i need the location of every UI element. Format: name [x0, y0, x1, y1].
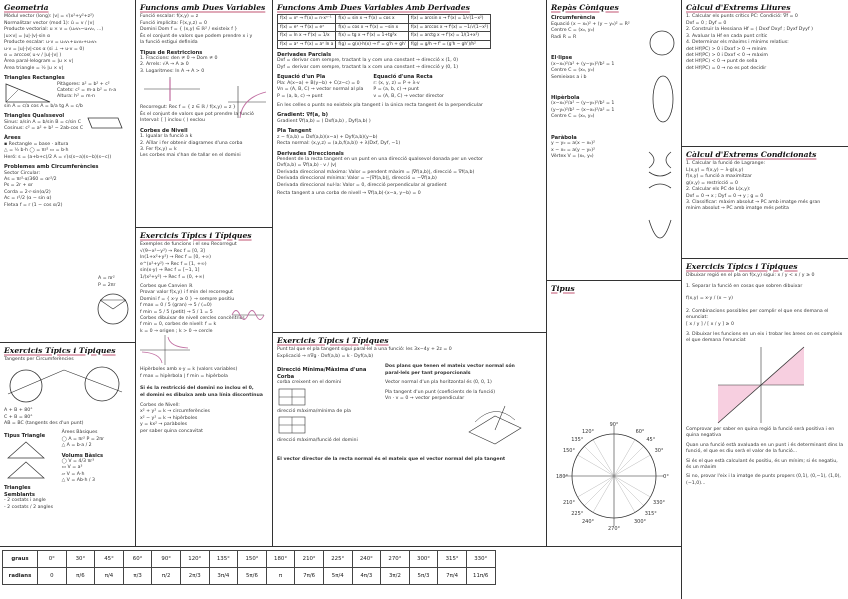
hyperbola-conic-diagram — [645, 150, 675, 190]
formula-line: Àrees Bàsiques — [61, 430, 98, 436]
formula-line: corba creixent en el domini — [277, 380, 342, 386]
formula-line: Vèrtex V = (x₀, y₀) — [551, 153, 594, 159]
radian-cell: 11π/6 — [466, 568, 495, 585]
derivatives-section — [273, 0, 546, 332]
formula-line: Equació (x − x₀)² + (y − y₀)² = R² — [551, 21, 630, 27]
two-variable-exercises-title: Exercicis Típics i Típiques — [140, 231, 252, 240]
radian-cell: 4π/3 — [352, 568, 381, 585]
derivative-cell: f(g) = g/h → f' = (g'h − gh')/h² — [408, 40, 490, 48]
angle-conversion-table — [2, 550, 496, 585]
basic-volumes-heading: Volums Bàsics — [61, 452, 104, 459]
degree-cell: 240° — [352, 551, 381, 568]
formula-line: Normalitzar vector (mod 1): û = v / |v| — [4, 20, 94, 26]
derivative-cell: f(x) = cos x → f'(x) = −sin x — [336, 23, 409, 31]
formula-line: Explicació → n∇g · Dxf(a,b) = k · Dyf(a,b) — [277, 353, 374, 359]
grid-sketch-2 — [277, 415, 307, 435]
formula-line: f(x,y) = funció a maximitzar — [686, 174, 752, 180]
radian-cell: π — [266, 568, 295, 585]
radian-cell: 3π/4 — [209, 568, 238, 585]
derivatives-table — [277, 14, 491, 48]
formula-line: Hipèrboles amb x·y = k (valors variables) — [140, 367, 238, 373]
unit-circle-label: 0° — [663, 474, 669, 480]
formula-line: sin A = c/a cos A = b/a tg A = c/b — [4, 103, 83, 109]
formula-line: Pla tangent d'un punt (coeficients de la funció) — [385, 389, 496, 395]
formula-line: Pla: A(x−a) + B(y−b) + C(z−c) = 0 — [277, 80, 360, 86]
unit-circle-ray — [578, 455, 614, 476]
conditional-extrema-title: Càlcul d'Extrems Condicionats — [686, 150, 817, 159]
degree-cell: 45° — [95, 551, 124, 568]
tangent-circles-diagram — [4, 364, 128, 406]
unit-circle-ray — [593, 476, 614, 512]
formula-line: det Hf(PC) = 0 → no es pot decidir — [686, 65, 767, 71]
formula-line: Domini f = { x·y ≥ 0 } → sempre positiu — [140, 296, 235, 302]
two-variable-functions-title: Funcions amb Dues Variables — [140, 3, 266, 12]
radian-cell: 5π/3 — [409, 568, 438, 585]
formula-line: Funció escalar: f(x,y) = z — [140, 14, 199, 20]
derivatives-exercises-title: Exercicis Típics i Típiques — [277, 336, 389, 345]
unit-circle-label: 120° — [581, 428, 595, 435]
radian-cell: π/2 — [152, 568, 181, 585]
formula-line: Centre C = (x₀, y₀) — [551, 114, 595, 120]
partial-derivatives-heading: Derivades Parcials — [277, 51, 332, 58]
unit-circle-ray — [614, 455, 650, 476]
formula-line: ▭ V = a³ — [61, 465, 83, 471]
unit-circle-ray — [584, 446, 614, 476]
formula-line: Interval: [ ] inclou ( ) exclou — [140, 118, 205, 124]
parabola-conic-diagram — [645, 216, 675, 246]
formula-line: r: (x, y, z) = P + λ·v — [373, 80, 420, 86]
unit-circle-ray — [614, 446, 644, 476]
formula-line: Gradient ∇f(a,b) = ( Dxf(a,b) , Dyf(a,b) ) — [277, 118, 371, 124]
unit-circle-label: 45° — [646, 437, 656, 444]
formula-line: Ps = 2r + αr — [4, 183, 33, 189]
derivative-cell: f(x) = arccos x → f'(x) = −1/√(1−x²) — [408, 23, 490, 31]
formula-line: Punt tal que el pla tangent sigui paral·lel a una funció: les 3x−4y + 2z = 0 — [277, 347, 452, 353]
radians-row-label: radians — [3, 568, 38, 585]
ellipse-heading: El·lipse — [551, 55, 573, 62]
unit-circle-label: 210° — [562, 500, 575, 506]
radian-cell: 5π/6 — [238, 568, 267, 585]
formula-line: direcció màxima/mínima de pla — [277, 408, 351, 414]
formula-line: △ = ½ b·h ◯ = πr² ▭ = b·h — [4, 148, 69, 154]
parabola-heading: Paràbola — [551, 134, 577, 141]
formula-line: Les corbes mai s'han de tallar en el domini — [140, 153, 241, 159]
formula-line: 3. Logaritmes: ln A → A > 0 — [140, 68, 205, 74]
derivative-cell: f(x) = aˣ → f'(x) = aˣ ln a — [278, 40, 336, 48]
formula-line: Heró: s = (a+b+c)/2 A = √(s(s−a)(s−b)(s−c)) — [4, 154, 112, 160]
triangle-types-diagram — [4, 440, 48, 480]
formula-line: Corbes que Canvien ℝ — [140, 283, 193, 289]
unit-circle-ray — [614, 476, 644, 506]
formula-line: 1. Fraccions: den ≠ 0 → Dom ≠ 0 — [140, 56, 218, 62]
formula-line: Cosinus: c² = a² + b² − 2ab·cos C — [4, 125, 84, 131]
formula-line: det Hf(PC) > 0 i Dxxf < 0 → màxim — [686, 52, 768, 58]
formula-line: 2. Construir la Hessiana Hf = ( Dxxf Dxyf ; Dyxf Dyyf ) — [686, 27, 813, 33]
formula-line: (y−y₀)²/b² − (x−x₀)²/a² = 1 — [551, 107, 615, 113]
unit-circle-label: 150° — [562, 448, 575, 454]
radian-cell: π/3 — [123, 568, 152, 585]
formula-line: f min = 5 / 5 (petit) → 5 / 1 = 5 — [140, 309, 213, 315]
geometry-section — [0, 0, 135, 342]
formula-line: Producte escalar: u·v = u₁v₁+u₂v₂+u₃v₃ — [4, 40, 97, 46]
degree-cell: 150° — [238, 551, 267, 568]
formula-line: Sector Circular: — [4, 170, 41, 176]
formula-line: Dos plans que tenen el mateix vector normal són paral·lels per tant proporcionals — [385, 364, 515, 376]
formula-line: Fletxa f = r (1 − cos α/2) — [4, 202, 63, 208]
formula-line: 3. Fer f(x,y) = k — [140, 147, 177, 153]
degree-cell: 90° — [152, 551, 181, 568]
unit-circle-label: 60° — [635, 428, 645, 435]
circle-area-legend: A = πr² — [98, 276, 115, 281]
formula-line: Vn = (A, B, C) → vector normal al pla — [277, 87, 364, 93]
formula-line: k = 0 → origen ; k > 0 → cercle — [140, 328, 213, 334]
formula-line: Producte vectorial: u × v = (u₂v₃−u₃v₂, ...) — [4, 27, 104, 33]
geometry-exercises-section — [0, 343, 135, 546]
circle-problems-heading: Problemes amb Circumferències — [4, 164, 99, 171]
free-extrema-section — [682, 0, 848, 146]
formula-line: x − x₀ = a(y − y₀)² — [551, 147, 595, 153]
restrictions-heading: Tipus de Restriccions — [140, 49, 203, 56]
unit-circle-label: 330° — [653, 500, 666, 506]
formula-line: Quan una funció està avaluada en un punt i és determinant dins la funció, el que es diu serà el valor de la funció... — [686, 442, 844, 455]
formula-line: És el conjunt de valors que podem prendre x i y — [140, 33, 253, 39]
formula-line: - 2 costats / 2 angles — [4, 504, 54, 510]
formula-line: En les celles o punts no existeix pla tangent i la única recta tangent és la perpendicular — [277, 102, 483, 108]
formula-line: Radi R = R — [551, 34, 577, 40]
formula-line: Recta normal: (x,y,z) = (a,b,f(a,b)) + λ(Dxf, Dyf, −1) — [277, 141, 401, 147]
formula-line: det Hf(PC) > 0 i Dxxf > 0 → mínim — [686, 46, 767, 52]
formula-line: El vector director de la recta normal és el mateix que el vector normal del pla tangent — [277, 456, 506, 462]
types-title: Tipus — [551, 284, 575, 293]
degree-cell: 135° — [209, 551, 238, 568]
formula-line: α = arccos( u·v / |u|·|v| ) — [4, 52, 62, 58]
circumference-heading: Circumferència — [551, 15, 596, 22]
formula-line: 2. Calcular els PC de L(x,y): — [686, 187, 751, 193]
formula-line: As = πr²·α/360 = αr²/2 — [4, 176, 57, 182]
unit-circle-label: 225° — [571, 510, 584, 517]
conics-section — [547, 0, 681, 280]
formula-line: (x−x₀)²/a² + (y−y₀)²/b² = 1 — [551, 61, 615, 67]
formula-line: Provar valor f(x,y) i f min del recorregut — [140, 290, 233, 296]
free-extrema-title: Càlcul d'Extrems Lliures — [686, 3, 791, 12]
radian-cell: 7π/4 — [438, 568, 467, 585]
right-triangle-diagram — [4, 82, 54, 104]
any-triangles-heading: Triangles Qualssevol — [4, 113, 65, 120]
formula-line: Si és el que està calculant és positiu, és un mínim; si és negatiu, és un màxim — [686, 458, 838, 471]
formula-line: Corbes de Nivell: — [140, 403, 180, 409]
similar-triangles-heading: Triangles Semblants — [4, 485, 35, 498]
formula-line: Dyf = derivar com sempre, tractant la x com una constant → direcció y (0, 1) — [277, 64, 459, 70]
degree-cell: 210° — [295, 551, 324, 568]
formula-line: Si és la restricció del domini no inclou el 0, — [140, 386, 254, 392]
formula-line: Pitàgores: a² = b² + c² — [57, 81, 110, 87]
formula-line: Dxf = 0 → x ; Dyf = 0 → y ; g = 0 — [686, 193, 764, 199]
sine-wave-diagram — [232, 306, 264, 324]
formula-line: Domini Dom f = { (x,y) ∈ ℝ² / existeix f } — [140, 27, 238, 33]
formula-line: Vn · v = 0 → vector perpendicular — [385, 395, 465, 401]
radian-cell: 0 — [38, 568, 67, 585]
circle-perimeter-legend: P = 2πr — [98, 283, 116, 288]
formula-line: y = kx² → paràboles — [140, 422, 188, 428]
degree-cell: 180° — [266, 551, 295, 568]
radian-cell: 5π/4 — [323, 568, 352, 585]
hyperbola-diagram — [140, 335, 190, 365]
derivative-cell: f(x) = arcsin x → f'(x) = 1/√(1−x²) — [408, 15, 490, 23]
derivatives-exercises-section — [273, 333, 546, 546]
hyperbola-heading: Hipèrbola — [551, 94, 580, 101]
formula-line: |u×v| = |u|·|v|·sin α — [4, 33, 51, 39]
formula-line: 1/(x²+y²) → Rec f = (0, +∞) — [140, 274, 205, 280]
formula-line: x² + y² = k → circumferències — [140, 409, 210, 415]
formula-line: 1. Calcular els punts crítics PC: Condició: ∇f = 0 — [686, 14, 798, 20]
formula-line: v = (A, B, C) → vector director — [373, 93, 444, 99]
radian-cell: 3π/2 — [381, 568, 410, 585]
conditional-extrema-section — [682, 147, 848, 258]
formula-line: Recorregut: Rec f = { z ∈ ℝ / f(x,y) = z } — [140, 105, 236, 111]
unit-circle-label: 270° — [607, 526, 621, 532]
formula-line: Exemples de funcions i el seu Recorregut — [140, 242, 237, 248]
two-variable-exercises-section — [136, 228, 272, 546]
degree-cell: 225° — [323, 551, 352, 568]
derivative-cell: f(x) = xⁿ → f'(x) = n·xⁿ⁻¹ — [278, 15, 336, 23]
formula-line: 4. Determinar els màxims i mínims relatius: — [686, 40, 789, 46]
degree-cell: 0° — [38, 551, 67, 568]
formula-line: Derivada direccional mínima: Valor = −|∇f(a,b)|, direcció = −∇f(a,b) — [277, 176, 437, 182]
formula-line: És el conjunt de valors que pot prendre la funció — [140, 111, 254, 117]
right-triangles-heading: Triangles Rectangles — [4, 75, 65, 82]
formula-line: Dxf = derivar com sempre, tractant la y com una constant → direcció x (1, 0) — [277, 58, 459, 64]
formula-line: la funció estigui definida — [140, 40, 198, 46]
two-variable-functions-section — [136, 0, 272, 227]
formula-line: el domini es dibuixa amb una línia discontínua — [140, 392, 263, 398]
degree-cell: 30° — [66, 551, 95, 568]
triangle-types-heading: Tipus Triangle — [4, 433, 46, 440]
formula-line: Comprovar per saber en quina regió la funció serà positiva i en quina negativa — [686, 426, 835, 439]
formula-line: 2. Combinacions possibles per complir el que ens demana el enunciat: — [686, 308, 829, 321]
derivative-cell: f(x) = arctg x → f'(x) = 1/(1+x²) — [408, 32, 490, 40]
formula-line: Derivada direccional màxima: Valor = pendent màxim = |∇f(a,b)|, direcció = ∇f(a,b) — [277, 169, 475, 175]
degree-cell: 120° — [180, 551, 209, 568]
formula-line: Centre C = (x₀, y₀) — [551, 28, 595, 34]
formula-line: 3. Dibuixar les funcions en un eix i trobar les àrees on es compleix el que demana l'enunciat — [686, 331, 843, 344]
degree-cell: 300° — [409, 551, 438, 568]
geometry-exercises-title: Exercicis Típics i Típiques — [4, 346, 116, 355]
degree-cell: 60° — [123, 551, 152, 568]
tangent-plane-heading: Pla Tangent — [277, 128, 312, 135]
formula-line: ◯ V = 4/3 πr³ — [61, 459, 95, 465]
formula-line: Tangents per Circumferències — [4, 357, 74, 363]
unit-circle-label: 315° — [644, 510, 657, 517]
unit-circle-ray — [593, 440, 614, 476]
conics-title: Repàs Còniques — [551, 3, 619, 12]
formula-line: A + B + 80° — [4, 408, 33, 414]
unit-circle-label: 300° — [633, 519, 647, 526]
gradient-heading: Gradient: ∇f(a, b) — [277, 112, 328, 119]
formula-line: 3. Classificar: màxim absolut → PC amb imatge més gran — [686, 199, 821, 205]
formula-line: per saber quina concavitat — [140, 428, 203, 434]
radian-cell: π/6 — [66, 568, 95, 585]
derivative-cell: f(x) = eˣ → f'(x) = eˣ — [278, 23, 336, 31]
degree-cell: 315° — [438, 551, 467, 568]
formula-line: - 2 costats i angle — [4, 498, 46, 504]
formula-line: Pendent de la recta tangent en un punt en una direcció qualsevol donada per un vector — [277, 157, 483, 163]
formula-line: f max = hipèrbola | f min = hipèrbola — [140, 373, 228, 379]
formula-line: sin(x·y) → Rec f = [−1, 1] — [140, 268, 200, 274]
unit-circle-ray — [578, 476, 614, 497]
formula-line: y − y₀ = a(x − x₀)² — [551, 141, 595, 147]
types-section — [547, 281, 681, 546]
derivative-cell: f(g) = g(x)·h(x) → f' = g'h + gh' — [336, 40, 409, 48]
formula-line: g(x,y) = restricció = 0 — [686, 180, 739, 186]
formula-line: 1. Igualar la funció a k — [140, 134, 193, 140]
directional-derivatives-heading: Derivades Direccionals — [277, 150, 344, 157]
formula-line: ln(1+x²+y²) → Rec f = [0, +∞) — [140, 255, 211, 261]
formula-line: ▪ Rectangle = base · altura — [4, 141, 69, 147]
formula-line: (x−x₀)²/a² − (y−y₀)²/b² = 1 — [551, 101, 615, 107]
radian-cell: 7π/6 — [295, 568, 324, 585]
tangent-plane-3d-sketch — [465, 402, 525, 448]
radian-cell: π/4 — [95, 568, 124, 585]
parallelogram-diagram — [86, 116, 126, 130]
formula-line: Catets: c² = m·a b² = n·a — [57, 88, 117, 94]
formula-line: e^(x²+y²) → Rec f = [1, +∞) — [140, 261, 207, 267]
formula-line: Mòdul vector (long): |v| = √(x²+y²+z²) — [4, 14, 94, 20]
region-plot — [716, 345, 806, 425]
plane-equation-heading: Equació d'un Pla — [277, 74, 326, 81]
degree-cell: 270° — [381, 551, 410, 568]
formula-line: ▱ V = A·h — [61, 471, 85, 477]
formula-line: Funció implícita: F(x,y,z) = 0 — [140, 20, 207, 26]
formula-line: C + B = 80° — [4, 414, 33, 420]
ellipse-conic-diagram — [651, 74, 675, 124]
formula-line: △ A = b·a / 2 — [61, 443, 92, 449]
formula-line: 2. Arrels: √A → A ≥ 0 — [140, 62, 189, 68]
formula-line: 1. Separar la funció en cosas que sobren dibuixar — [686, 283, 803, 289]
formula-line: P = (a, b, c) → punt — [277, 93, 323, 99]
unit-circle — [549, 411, 679, 541]
geometry-title: Geometria — [4, 3, 49, 12]
formula-line: Dvf(a,b) = ∇f(a,b) · v / |v| — [277, 163, 337, 169]
unit-circle-ray — [614, 440, 635, 476]
formula-line: direcció màxima/funció del domini — [277, 437, 358, 443]
formula-line: △ V = Ab·h / 3 — [61, 478, 95, 484]
formula-line: Si no, provar l'eix i la imatge de punts propers (0,1), (0,−1), (1,0), (−1,0)... — [686, 474, 841, 486]
derivative-cell: f(x) = sin x → f'(x) = cos x — [336, 15, 409, 23]
formula-line: 1. Calcular la funció de Lagrange: — [686, 161, 766, 167]
extrema-exercises-title: Exercicis Típics i Típiques — [686, 262, 798, 271]
grid-sketch-1 — [277, 387, 307, 407]
degrees-row-label: graus — [3, 551, 38, 568]
unit-circle-label: 135° — [571, 437, 584, 444]
formula-line: Àrea paral·lelogram = |u × v| — [4, 59, 74, 65]
formula-line: u·v = |u|·|v|·cos α (si ⊥ → u·v = 0) — [4, 46, 85, 52]
unit-circle-label: 180° — [555, 474, 569, 480]
formula-line: √(9−x²−y²) → Rec f = [0, 3] — [140, 248, 205, 254]
extrema-exercises-section — [682, 259, 848, 599]
circle-conic-diagram — [647, 28, 677, 58]
derivatives-title: Funcions Amb Dues Variables Amb Derivades — [277, 3, 470, 12]
radian-cell: 2π/3 — [180, 568, 209, 585]
formula-line: 3. Avaluar la Hf en cada punt crític — [686, 33, 768, 39]
formula-line: ◯ A = πr² P = 2πr — [61, 436, 105, 442]
formula-line: Sinus: a/sin A = b/sin B = c/sin C — [4, 119, 82, 125]
formula-line: Corda = 2·r·sin(α/2) — [4, 189, 51, 195]
formula-line: Recta tangent a una corba de nivell → ∇f(a,b)·(x−a, y−b) = 0 — [277, 191, 421, 197]
formula-line: [ x / y ] / [ x / y ] ≥ 0 — [686, 321, 734, 327]
formula-line: 2. Aïllar i fer obtenir diagrames d'una corba — [140, 140, 243, 146]
unit-circle-ray — [584, 476, 614, 506]
formula-line: f min = 0, corbes de nivell: f = k — [140, 322, 217, 328]
formula-line: x² − y² = k → hipèrboles — [140, 415, 198, 421]
formula-line: Ac = r²/2 (α − sin α) — [4, 196, 52, 202]
derivative-cell: f(x) = tg x → f'(x) = 1+tg²x — [336, 32, 409, 40]
formula-line: Derivada direccional nul·la: Valor = 0, direcció perpendicular al gradient — [277, 182, 447, 188]
formula-line: f max = 0 / 5 (gran) → 5 / (=0) — [140, 303, 212, 309]
formula-line: Centre C = (x₀, y₀) — [551, 68, 595, 74]
unit-circle-label: 240° — [581, 519, 595, 526]
formula-line: Àrea triangle = ½ |u × v| — [4, 65, 64, 71]
derivative-cell: f(x) = ln x → f'(x) = 1/x — [278, 32, 336, 40]
formula-line: P = (a, b, c) → punt — [373, 87, 419, 93]
areas-heading: Àrees — [4, 135, 21, 142]
formula-line: L(x,y) = f(x,y) − λ·g(x,y) — [686, 167, 744, 173]
log-graph-diagram — [224, 84, 268, 120]
formula-line: mínim absolut → PC amb imatge més petita — [686, 206, 789, 212]
line-equation-heading: Equació d'una Recta — [373, 74, 433, 81]
formula-line: Semieixos a i b — [551, 74, 587, 80]
formula-line: f(x,y) = x·y / (x − y) — [686, 296, 733, 302]
formula-line: AB = BC (tangents des d'un punt) — [4, 420, 84, 426]
formula-line: z − f(a,b) = Dxf(a,b)(x−a) + Dyf(a,b)(y−b) — [277, 134, 378, 140]
formula-line: det Hf(PC) < 0 → punt de sella — [686, 59, 758, 65]
formula-line: Dxf = 0 ; Dyf = 0 — [686, 20, 727, 26]
circle-sector-diagram — [96, 292, 130, 326]
degree-cell: 330° — [466, 551, 495, 568]
formula-line: Corbes dibuixar de nivell cercles concèntrics — [140, 315, 245, 321]
min-max-direction-heading: Direcció Mínima/Màxima d'una Corba — [277, 367, 367, 380]
unit-circle-label: 30° — [654, 448, 664, 454]
formula-line: Altura: h² = m·n — [57, 94, 95, 100]
level-curves-heading: Corbes de Nivell — [140, 127, 188, 134]
formula-line: Vector normal d'un pla horitzontal és (0, 0, 1) — [385, 380, 492, 386]
unit-circle-label: 90° — [609, 422, 619, 428]
unit-circle-ray — [614, 476, 635, 512]
unit-circle-ray — [614, 476, 650, 497]
formula-line: Dibuixar regió en el pla on f(x,y) sigui: x / y < x / y ≥ 0 — [686, 273, 815, 279]
